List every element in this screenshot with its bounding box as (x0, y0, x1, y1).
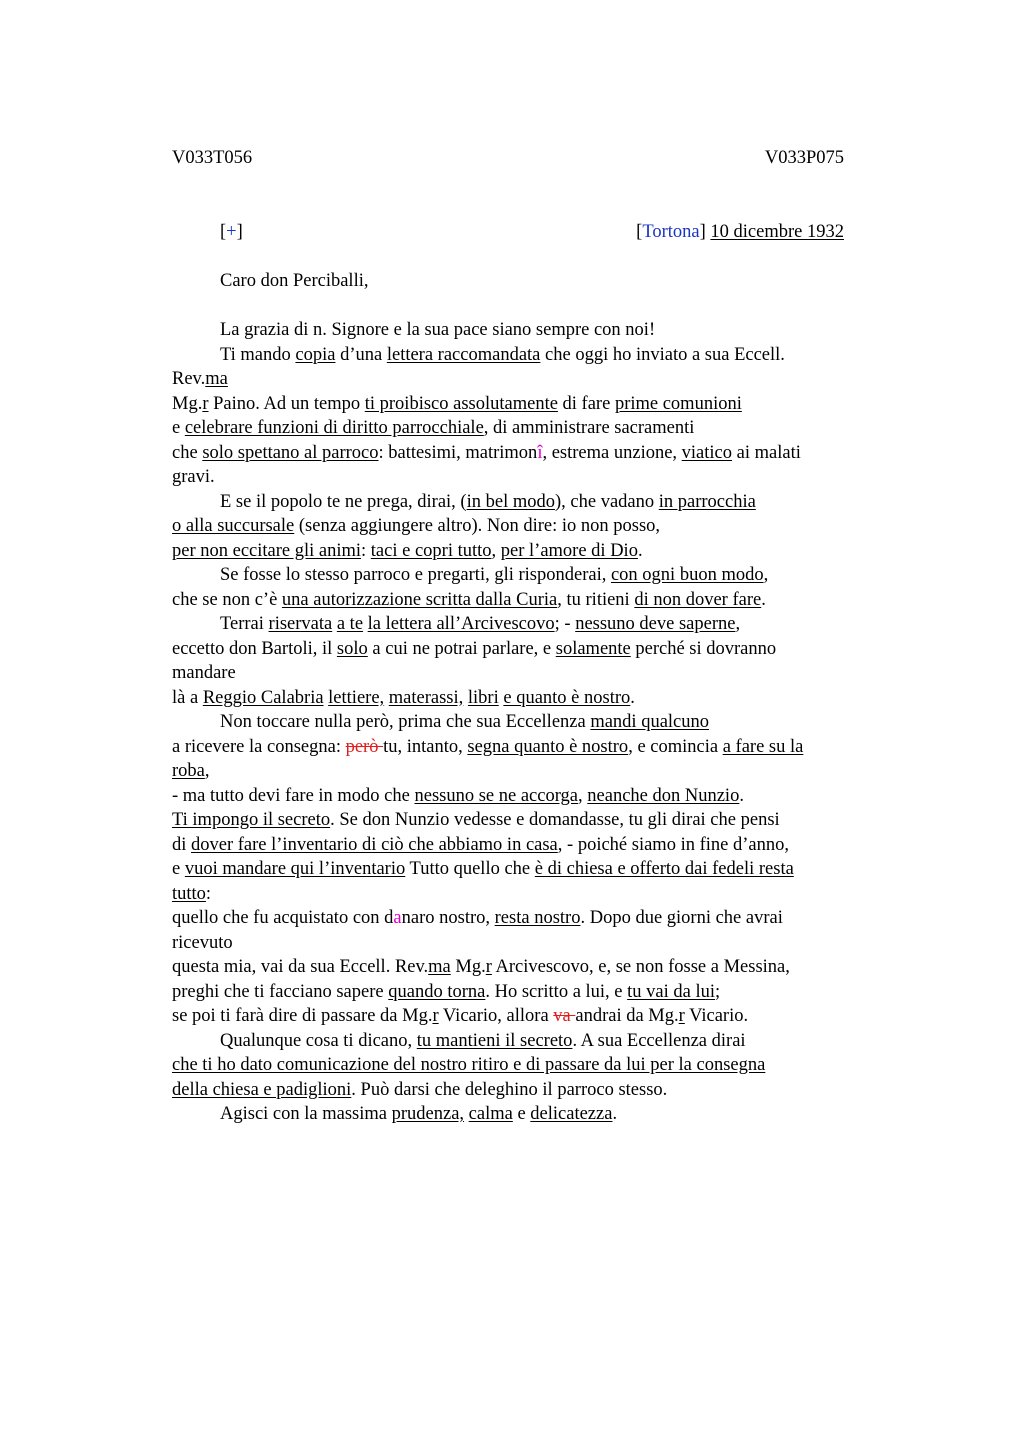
text-segment: , - poiché siamo in fine d’anno, (557, 834, 789, 855)
text-line (172, 392, 892, 417)
text-segment: Agisci con la massima (220, 1104, 392, 1124)
text-line (172, 588, 892, 613)
corrected-text: a (393, 908, 402, 928)
text-segment: a cui ne potrai parlare, e (367, 638, 556, 659)
underlined-text: quando torna (388, 981, 486, 1002)
text-segment: . (761, 589, 766, 610)
underlined-text: per non eccitare gli animi (172, 540, 362, 561)
text-line (172, 1053, 892, 1078)
corrected-text: î (537, 442, 543, 463)
underlined-text: tu vai da lui (627, 981, 716, 1002)
text-segment: Rev. (172, 369, 206, 389)
text-line (172, 1029, 892, 1054)
text-line (172, 931, 892, 956)
text-segment: . Se don Nunzio vedesse e domandasse, tu gli dirai che pensi (330, 810, 780, 830)
deleted-text: però (345, 736, 384, 757)
underlined-text: ma (428, 957, 451, 977)
underlined-text: a te (336, 614, 364, 634)
text-line (172, 637, 892, 662)
text-segment: gravi. (172, 467, 215, 487)
text-line (172, 1078, 892, 1103)
text-segment: ), che vadano (554, 491, 659, 512)
text-line (172, 759, 892, 784)
text-segment: Ti mando (220, 344, 296, 365)
text-line (172, 318, 892, 343)
text-segment: ai malati (732, 442, 801, 463)
document-code-left: V033T056 (172, 148, 253, 168)
text-segment: , (763, 565, 769, 585)
text-line (172, 686, 892, 711)
underlined-text: materassi, (388, 687, 464, 708)
underlined-text: a fare su la (722, 736, 804, 757)
underlined-text: celebrare funzioni di diritto parrocchiale (184, 418, 484, 438)
underlined-text: tutto (172, 883, 206, 904)
text-line (172, 612, 892, 637)
underlined-text: o alla succursale (172, 516, 295, 536)
text-segment: Mg. (450, 957, 486, 977)
text-line (172, 784, 892, 809)
text-line (172, 367, 892, 392)
text-line (172, 514, 892, 539)
text-segment: mandare (172, 663, 236, 683)
text-segment: . A sua Eccellenza dirai (572, 1030, 746, 1051)
text-segment: preghi che ti facciano sapere (172, 981, 389, 1002)
letter-place-date: [Tortona] 10 dicembre 1932 (636, 222, 844, 242)
text-segment: La grazia di n. Signore e la sua pace siano sempre con noi! (220, 320, 656, 340)
text-segment: . (637, 540, 643, 561)
underlined-text: r (202, 393, 209, 414)
text-segment: d’una (335, 344, 387, 365)
underlined-text: vuoi mandare qui l’inventario (184, 859, 406, 879)
underlined-text: roba (172, 761, 205, 781)
underlined-text: tu mantieni il secreto (416, 1030, 573, 1051)
letter-cross: [+] (220, 222, 243, 242)
underlined-text: nessuno se ne accorga (414, 785, 579, 806)
underlined-text: solo spettano al parroco (202, 442, 379, 463)
text-segment: E se il popolo te ne prega, dirai, ( (220, 491, 467, 512)
text-line (172, 857, 892, 882)
text-line (172, 416, 892, 441)
letter-greeting: Caro don Perciballi, (220, 271, 369, 291)
text-segment: Arcivescovo, e, se non fosse a Messina, (491, 957, 790, 977)
underlined-text: Reggio Calabria (202, 687, 324, 708)
underlined-text: calma (468, 1104, 513, 1124)
underlined-text: r (678, 1006, 685, 1026)
letter-place: Tortona (642, 222, 700, 242)
underlined-text: ti proibisco assolutamente (364, 393, 558, 414)
text-line (172, 539, 892, 564)
text-segment: quello che fu acquistato con d (172, 908, 394, 928)
underlined-text: la lettera all’Arcivescovo (367, 614, 555, 634)
text-segment: Se fosse lo stesso parroco e pregarti, gli risponderai, (220, 565, 611, 585)
text-segment: che se non c’è (172, 589, 282, 610)
text-segment: : (361, 540, 371, 561)
underlined-text: con ogni buon modo (610, 565, 764, 585)
text-line (172, 980, 892, 1005)
underlined-text: in bel modo (466, 491, 555, 512)
underlined-text: una autorizzazione scritta dalla Curia (281, 589, 558, 610)
text-segment: e (512, 1104, 531, 1124)
underlined-text: segna quanto è nostro (467, 736, 629, 757)
text-line (172, 882, 892, 907)
underlined-text: prudenza, (391, 1104, 465, 1124)
underlined-text: solamente (555, 638, 631, 659)
text-line (172, 490, 892, 515)
underlined-text: delicatezza (530, 1104, 613, 1124)
underlined-text: ma (205, 369, 228, 389)
deleted-text: va (553, 1006, 576, 1026)
text-segment: Qualunque cosa ti dicano, (220, 1030, 417, 1051)
text-segment: ; - (554, 614, 576, 634)
text-segment: - ma tutto devi fare in modo che (172, 785, 415, 806)
text-line (172, 808, 892, 833)
text-line (172, 441, 892, 466)
underlined-text: mandi qualcuno (590, 712, 710, 732)
text-segment: che oggi ho inviato a sua Eccell. (540, 344, 785, 365)
text-segment: , e comincia (628, 736, 723, 757)
underlined-text: solo (336, 638, 368, 659)
text-segment: Mg. (172, 393, 203, 414)
text-segment: e (172, 859, 185, 879)
underlined-text: taci e copri tutto (370, 540, 492, 561)
underlined-text: lettiere, (328, 687, 385, 708)
text-segment: ricevuto (172, 932, 233, 953)
text-line (172, 710, 892, 735)
text-segment: Terrai (220, 614, 269, 634)
text-segment: ; (715, 981, 721, 1002)
text-segment: Vicario, allora (438, 1006, 554, 1026)
underlined-text: prime comunioni (614, 393, 742, 414)
text-segment: eccetto don Bartoli, il (172, 638, 337, 659)
underlined-text: in parrocchia (658, 491, 756, 512)
text-segment: che (172, 442, 203, 463)
text-segment: , (735, 614, 741, 634)
text-line (172, 1004, 892, 1029)
text-segment: . (612, 1104, 618, 1124)
text-line (172, 955, 892, 980)
text-segment: a ricevere la consegna: (172, 736, 346, 757)
text-segment: , (491, 540, 501, 561)
text-segment: se poi ti farà dire di passare da Mg. (172, 1006, 433, 1026)
underlined-text: neanche don Nunzio (587, 785, 740, 806)
text-segment: , tu ritieni (557, 589, 635, 610)
text-segment: Tutto quello che (405, 859, 535, 879)
text-segment: , estrema unzione, (542, 442, 682, 463)
text-segment: . Ho scritto a lui, e (485, 981, 628, 1002)
text-line (172, 1102, 892, 1127)
text-segment: , di amministrare sacramenti (483, 418, 695, 438)
text-segment: perché si dovranno (630, 638, 777, 659)
text-segment: Vicario. (684, 1006, 749, 1026)
text-segment: : (205, 883, 212, 904)
underlined-text: copia (295, 344, 336, 365)
text-segment: , (578, 785, 588, 806)
underlined-text: di non dover fare (634, 589, 762, 610)
text-line (172, 465, 892, 490)
underlined-text: Ti impongo il secreto (172, 810, 331, 830)
underlined-text: della chiesa e padiglioni (172, 1079, 352, 1100)
text-segment: tu, intanto, (383, 736, 468, 757)
text-line (172, 735, 892, 760)
text-segment: andrai da Mg. (575, 1006, 679, 1026)
text-line (172, 563, 892, 588)
underlined-text: viatico (681, 442, 733, 463)
text-segment: là a (172, 687, 203, 708)
underlined-text: r (485, 957, 492, 977)
text-segment: di fare (557, 393, 615, 414)
text-segment: e (172, 418, 185, 438)
underlined-text: r (432, 1006, 439, 1026)
text-line (172, 661, 892, 686)
letter-body (172, 318, 892, 1127)
document-code-right: V033P075 (764, 148, 844, 168)
text-segment: : battesimi, matrimon (378, 442, 538, 463)
text-segment: . (739, 785, 744, 806)
text-line (172, 906, 892, 931)
underlined-text: e quanto è nostro (503, 687, 631, 708)
underlined-text: nessuno deve saperne (575, 614, 736, 634)
underlined-text: che ti ho dato comunicazione del nostro ritiro e di passare da lui per la consegna (172, 1055, 766, 1075)
underlined-text: resta nostro (494, 908, 581, 928)
underlined-text: è di chiesa e offerto dai fedeli resta (534, 859, 794, 879)
underlined-text: dover fare l’inventario di ciò che abbiamo in casa (191, 834, 558, 855)
text-line (172, 343, 892, 368)
underlined-text: riservata (268, 614, 333, 634)
text-segment: questa mia, vai da sua Eccell. Rev. (172, 957, 429, 977)
text-segment: (senza aggiungere altro). Non dire: io non posso, (294, 516, 661, 536)
underlined-text: per l’amore di Dio (500, 540, 638, 561)
text-segment: Non toccare nulla però, prima che sua Eccellenza (220, 712, 591, 732)
text-segment: di (172, 834, 192, 855)
text-segment: , (204, 761, 210, 781)
text-segment: . Può darsi che deleghino il parroco stesso. (351, 1079, 668, 1100)
text-segment: . (630, 687, 635, 708)
cross-symbol: + (226, 222, 237, 242)
underlined-text: libri (467, 687, 499, 708)
text-segment: naro nostro, (401, 908, 495, 928)
text-segment: Paino. Ad un tempo (208, 393, 365, 414)
text-segment: . Dopo due giorni che avrai (580, 908, 783, 928)
underlined-text: lettera raccomandata (386, 344, 541, 365)
text-line (172, 833, 892, 858)
letter-date: 10 dicembre 1932 (710, 222, 844, 242)
